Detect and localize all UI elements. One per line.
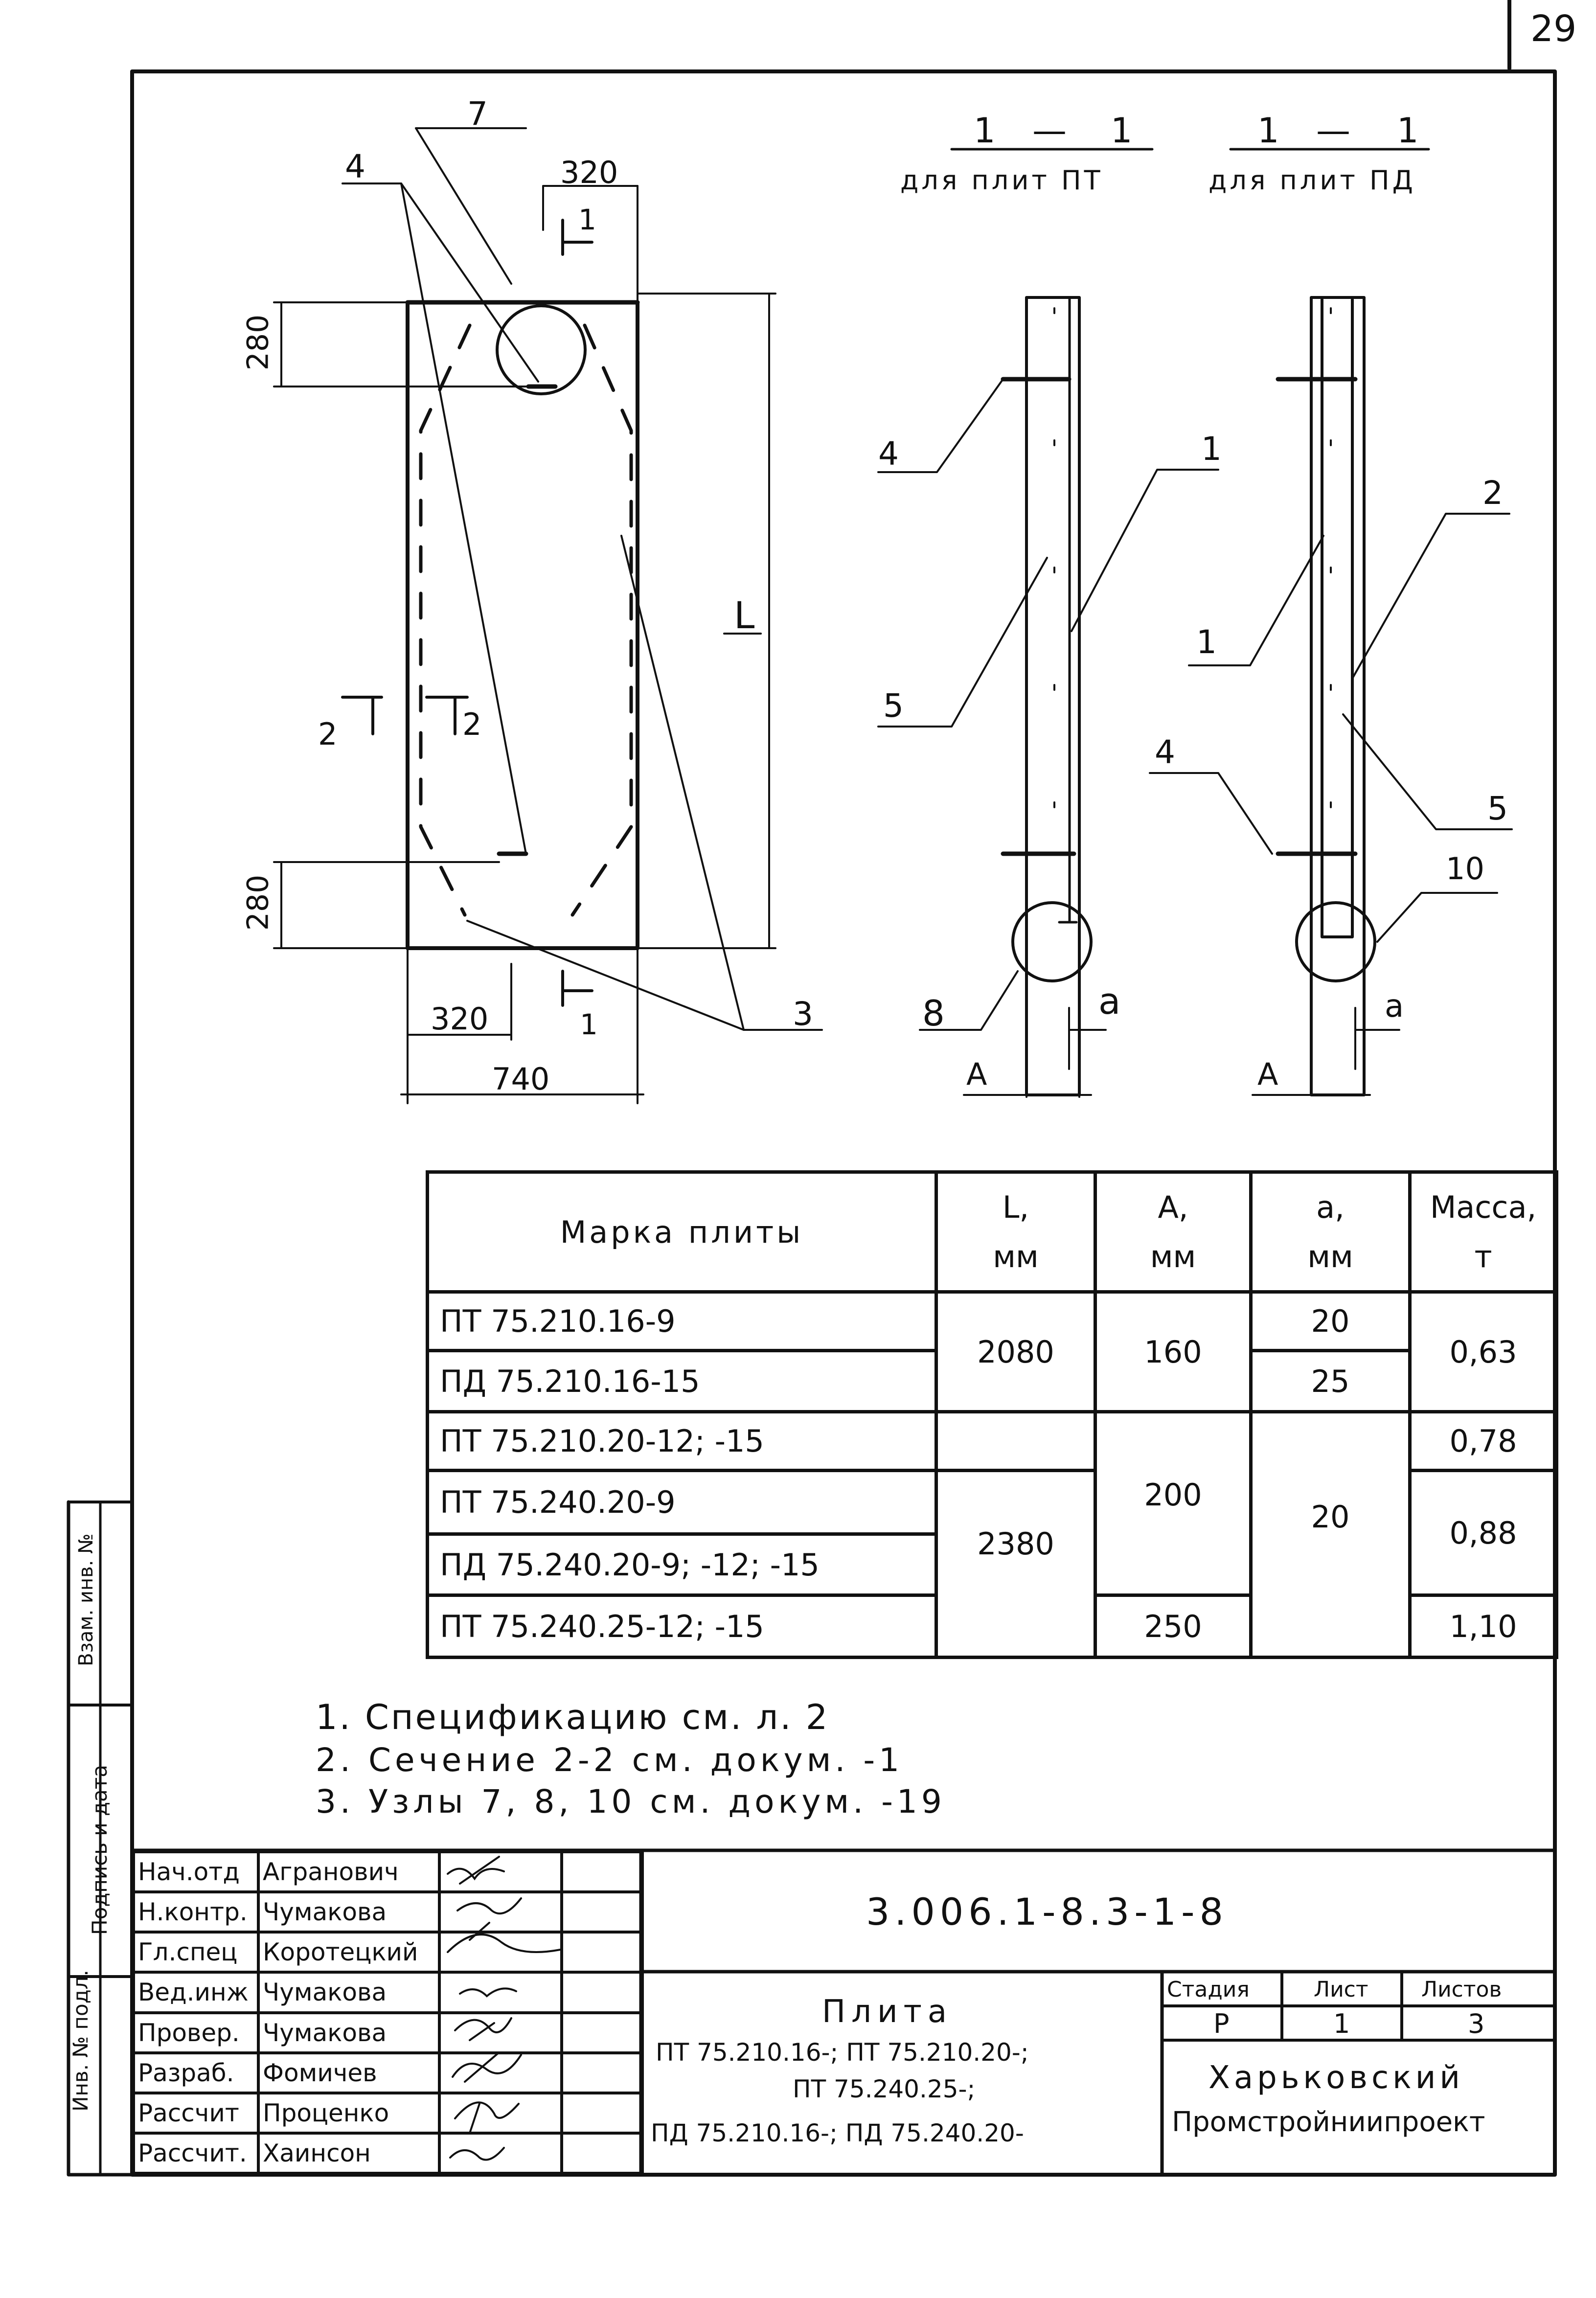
section-pd-callout-5: 5 — [1487, 790, 1508, 827]
section-pt-caption: для плит ПТ — [900, 165, 1103, 196]
section-pt-callout-1: 1 — [1201, 430, 1222, 468]
document-code: 3.006.1-8.3-1-8 — [866, 1890, 1228, 1934]
role-name: Агранович — [258, 1852, 439, 1892]
dim-bottom-offset: 280 — [241, 874, 275, 931]
note-1: 1. Спецификацию см. л. 2 — [316, 1697, 830, 1737]
table-row-mark: ПТ 75.210.16-9 — [428, 1292, 936, 1351]
header-mass-unit: т — [1474, 1239, 1492, 1274]
table-row-mark: ПТ 75.210.20-12; -15 — [428, 1412, 936, 1471]
section-pt-callout-4: 4 — [878, 435, 899, 473]
sheets-label: Листов — [1421, 1977, 1502, 2002]
section-mark-1-top: 1 — [578, 203, 596, 236]
sheet-label: Лист — [1314, 1977, 1368, 2002]
section-mark-2-left: 2 — [318, 716, 338, 752]
side-stamp-replacement: Взам. инв. № — [74, 1533, 97, 1666]
role-label: Провер. — [134, 2013, 258, 2053]
section-mark-1-bottom: 1 — [580, 1008, 598, 1041]
note-2: 2. Сечение 2-2 см. докум. -1 — [316, 1741, 904, 1779]
role-name: Чумакова — [258, 1972, 439, 2012]
role-name: Проценко — [258, 2093, 439, 2133]
role-label: Рассчит. — [134, 2133, 258, 2173]
callout-4-plan: 4 — [345, 148, 365, 185]
table-row-mark: ПТ 75.240.25-12; -15 — [428, 1595, 936, 1658]
title-line-1: ПТ 75.210.16-; ПТ 75.210.20-; — [656, 2038, 1029, 2067]
section-pt-number-right: 1 — [1111, 111, 1133, 151]
section-pt-dash: — — [1032, 111, 1067, 151]
section-pd-callout-4: 4 — [1155, 733, 1175, 771]
role-label: Н.контр. — [134, 1892, 258, 1932]
section-pd-callout-1: 1 — [1196, 623, 1217, 661]
table-row-mark: ПТ 75.240.20-9 — [428, 1471, 936, 1534]
header-mass-label: Масса, — [1430, 1189, 1537, 1225]
stage-label: Стадия — [1167, 1977, 1250, 2002]
title-line-0: Плита — [822, 1994, 953, 2030]
role-label: Рассчит — [134, 2093, 258, 2133]
section-pt-number-left: 1 — [974, 111, 996, 151]
cell-A: 160 — [1095, 1292, 1251, 1412]
role-name: Коротецкий — [258, 1932, 439, 1972]
cell-mass: 0,63 — [1410, 1292, 1557, 1412]
callout-7: 7 — [467, 95, 488, 133]
dim-top-offset: 280 — [241, 314, 275, 371]
side-stamp-signature-date: Подпись и дата — [87, 1765, 112, 1935]
stage-value: Р — [1213, 2008, 1230, 2039]
role-label: Нач.отд — [134, 1852, 258, 1892]
cell-a: 20 — [1251, 1412, 1410, 1658]
section-pt-callout-8: 8 — [922, 993, 945, 1034]
section-pt-dim-A: A — [966, 1056, 987, 1092]
dim-length-L: L — [734, 593, 755, 637]
section-pt-callout-5: 5 — [883, 687, 904, 725]
table-row-mark: ПД 75.240.20-9; -12; -15 — [428, 1534, 936, 1595]
dim-top-width: 320 — [560, 155, 618, 190]
section-pt-dim-a: a — [1098, 980, 1121, 1023]
dim-bottom-width: 320 — [431, 1001, 489, 1037]
sheets-value: 3 — [1468, 2008, 1485, 2039]
role-name: Хаинсон — [258, 2133, 439, 2173]
section-pd-callout-2: 2 — [1482, 474, 1503, 512]
org-line-2: Промстройниипроект — [1172, 2106, 1485, 2138]
header-A-unit: мм — [1150, 1239, 1196, 1274]
section-pd-number-right: 1 — [1397, 111, 1419, 151]
cell-a: 25 — [1251, 1351, 1410, 1412]
role-name: Чумакова — [258, 2013, 439, 2053]
section-pd-caption: для плит ПД — [1208, 165, 1416, 196]
section-pd-number-left: 1 — [1257, 111, 1279, 151]
cell-A: 250 — [1095, 1595, 1251, 1658]
role-label: Вед.инж — [134, 1972, 258, 2012]
header-mark: Марка плиты — [428, 1172, 936, 1292]
side-stamp-invnum: Инв. № подл. — [68, 1970, 92, 2112]
title-line-2: ПТ 75.240.25-; — [793, 2075, 976, 2103]
cell-mass: 1,10 — [1410, 1595, 1557, 1658]
note-3: 3. Узлы 7, 8, 10 см. докум. -19 — [316, 1783, 946, 1820]
table-row-mark: ПД 75.210.16-15 — [428, 1351, 936, 1412]
page-number: 29 — [1530, 8, 1577, 50]
dim-total-width: 740 — [492, 1061, 550, 1097]
callout-3: 3 — [793, 995, 813, 1033]
header-A-label: А, — [1158, 1189, 1188, 1225]
section-mark-2-right: 2 — [462, 706, 482, 742]
org-line-1: Харьковский — [1208, 2060, 1464, 2096]
cell-L: 2080 — [936, 1292, 1095, 1412]
role-name: Чумакова — [258, 1892, 439, 1932]
cell-a: 20 — [1251, 1292, 1410, 1351]
title-line-3: ПД 75.210.16-; ПД 75.240.20- — [651, 2119, 1024, 2147]
header-L-label: L, — [1002, 1189, 1029, 1225]
section-pd-dash: — — [1316, 111, 1350, 151]
cell-mass: 0,88 — [1410, 1471, 1557, 1595]
cell-L: 2380 — [936, 1471, 1095, 1658]
section-pd-callout-10: 10 — [1446, 851, 1484, 887]
header-L-unit: мм — [993, 1239, 1039, 1274]
header-a-label: a, — [1316, 1189, 1345, 1225]
cell-mass: 0,78 — [1410, 1412, 1557, 1471]
cell-A: 200 — [1095, 1412, 1251, 1595]
section-pd-dim-a: a — [1385, 988, 1404, 1024]
section-pd-dim-A: A — [1257, 1056, 1278, 1092]
role-label: Гл.спец — [134, 1932, 258, 1972]
role-label: Разраб. — [134, 2053, 258, 2093]
role-name: Фомичев — [258, 2053, 439, 2093]
sheet-value: 1 — [1333, 2008, 1350, 2039]
header-a-unit: мм — [1307, 1239, 1353, 1274]
